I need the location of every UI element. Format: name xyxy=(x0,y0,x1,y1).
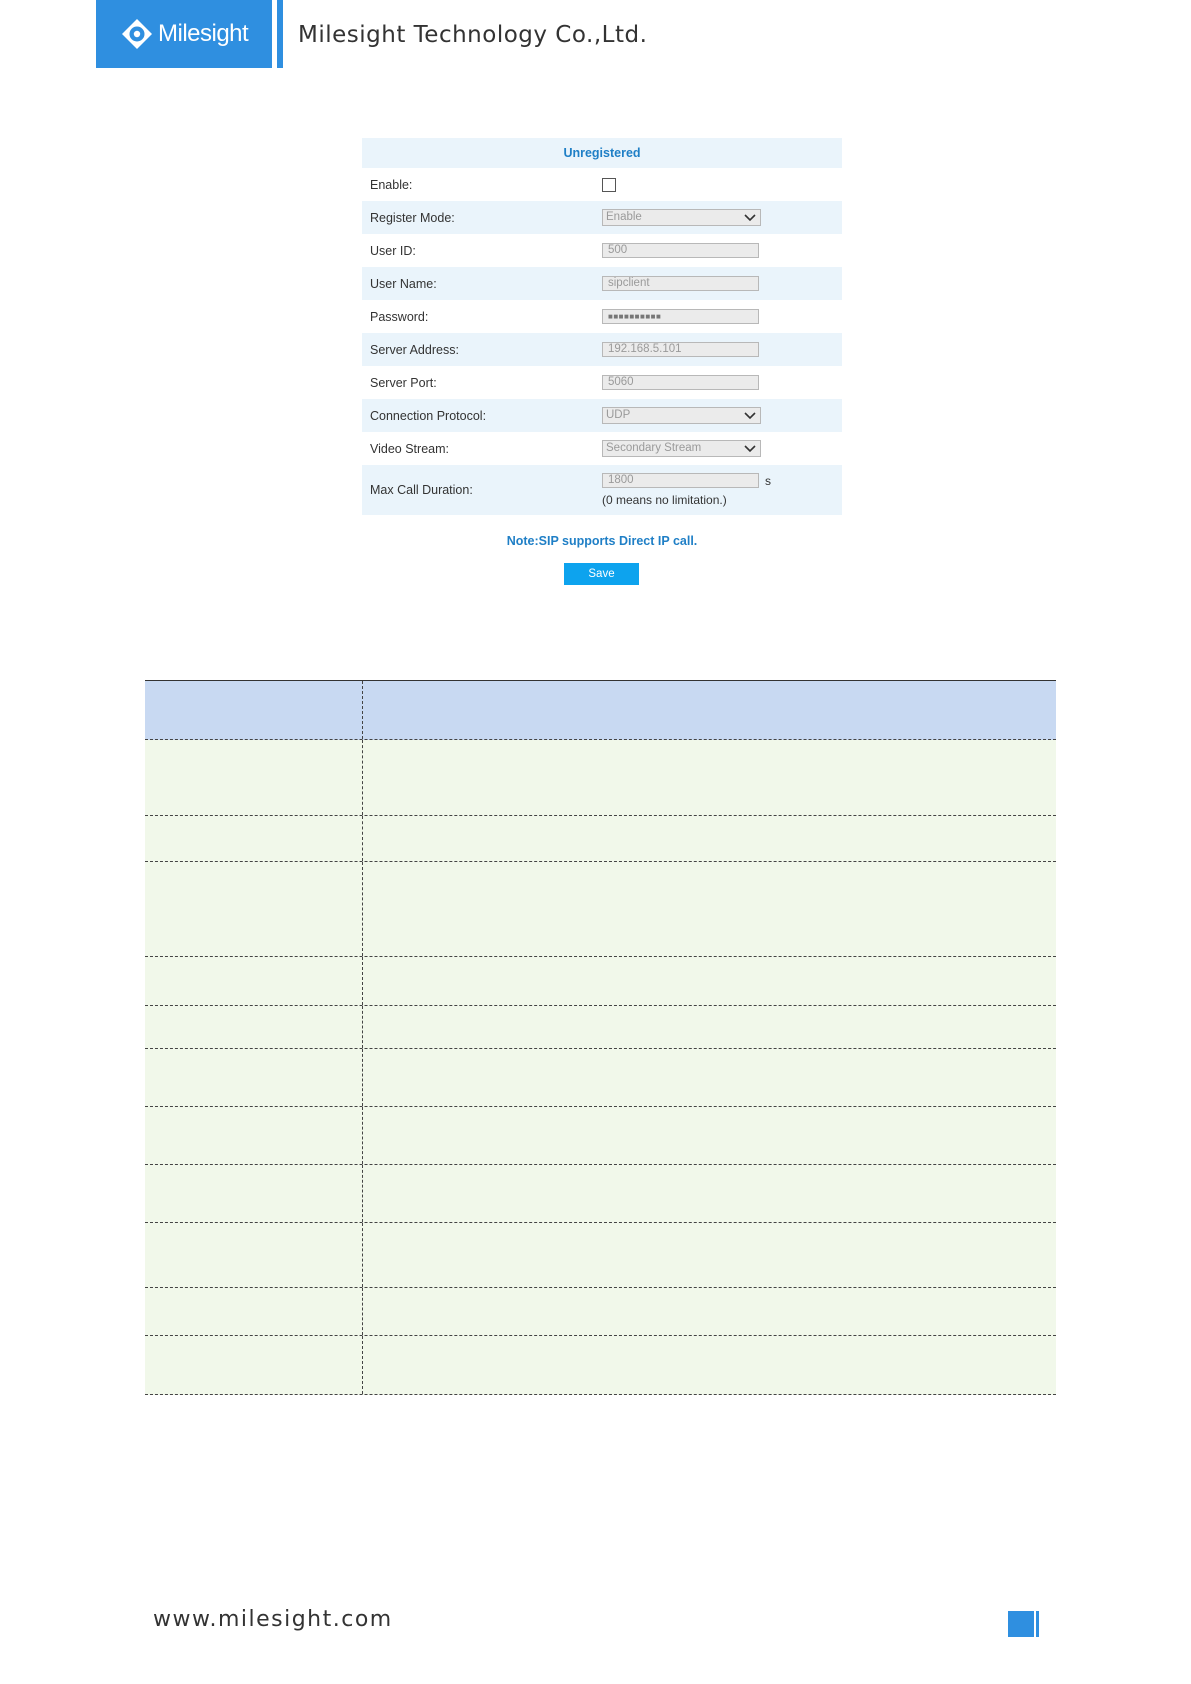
form-rows xyxy=(362,168,842,515)
server-address-input[interactable]: 192.168.5.101 xyxy=(602,342,759,357)
connection-protocol-row xyxy=(362,399,842,432)
video-stream-label: Video Stream: xyxy=(370,441,449,456)
company-name: Milesight Technology Co.,Ltd. xyxy=(298,22,648,48)
table-cell xyxy=(363,1336,1056,1394)
table-cell xyxy=(363,862,1056,956)
table-cell xyxy=(145,957,363,1005)
user-id-label: User ID: xyxy=(370,243,416,258)
table-cell xyxy=(363,1107,1056,1164)
user-name-row xyxy=(362,267,842,300)
table-cell xyxy=(145,1336,363,1394)
table-cell xyxy=(363,740,1056,815)
table-cell xyxy=(145,1223,363,1287)
table-cell xyxy=(363,1049,1056,1106)
table-row xyxy=(145,1049,1056,1107)
video-stream-value: Secondary Stream xyxy=(606,442,702,454)
table-row xyxy=(145,816,1056,862)
table-row xyxy=(145,957,1056,1006)
user-name-input[interactable]: sipclient xyxy=(602,276,759,291)
parameter-table xyxy=(145,680,1056,1395)
milesight-logo-icon xyxy=(120,17,154,51)
enable-label: Enable: xyxy=(370,177,413,192)
table-cell xyxy=(363,816,1056,861)
table-cell xyxy=(145,1288,363,1335)
table-row xyxy=(145,1165,1056,1223)
server-port-label: Server Port: xyxy=(370,375,437,390)
max-call-duration-row xyxy=(362,465,842,515)
server-address-label: Server Address: xyxy=(370,342,459,357)
logo-text: Milesight xyxy=(158,20,249,47)
table-cell xyxy=(145,1165,363,1222)
chevron-down-icon xyxy=(743,442,757,455)
register-mode-row xyxy=(362,201,842,234)
register-mode-value: Enable xyxy=(606,211,642,223)
password-label: Password: xyxy=(370,309,429,324)
table-cell xyxy=(145,816,363,861)
table-row xyxy=(145,1288,1056,1336)
register-mode-label: Register Mode: xyxy=(370,210,455,225)
user-name-label: User Name: xyxy=(370,276,437,291)
max-call-duration-label: Max Call Duration: xyxy=(370,483,473,497)
max-call-duration-unit: s xyxy=(765,473,771,488)
registration-status: Unregistered xyxy=(362,138,842,168)
connection-protocol-select[interactable] xyxy=(602,407,761,424)
table-row xyxy=(145,862,1056,957)
table-header-cell xyxy=(363,681,1056,739)
enable-checkbox[interactable] xyxy=(602,178,616,192)
save-button[interactable]: Save xyxy=(564,563,639,585)
table-cell xyxy=(363,1288,1056,1335)
table-header-row xyxy=(145,680,1056,740)
max-call-duration-hint: (0 means no limitation.) xyxy=(602,493,727,507)
server-port-row xyxy=(362,366,842,399)
server-port-input[interactable]: 5060 xyxy=(602,375,759,390)
table-cell xyxy=(363,957,1056,1005)
table-row xyxy=(145,1107,1056,1165)
table-row xyxy=(145,740,1056,816)
user-id-input[interactable]: 500 xyxy=(602,243,759,258)
page-marker-bar xyxy=(1036,1611,1039,1637)
chevron-down-icon xyxy=(743,211,757,224)
table-cell xyxy=(363,1006,1056,1048)
table-cell xyxy=(145,1006,363,1048)
table-cell xyxy=(145,1107,363,1164)
table-row xyxy=(145,1223,1056,1288)
connection-protocol-value: UDP xyxy=(606,409,631,421)
chevron-down-icon xyxy=(743,409,757,422)
video-stream-row xyxy=(362,432,842,465)
table-cell xyxy=(145,1049,363,1106)
table-cell xyxy=(363,1223,1056,1287)
password-input[interactable]: ■■■■■■■■■■ xyxy=(602,309,759,324)
page-marker xyxy=(1008,1611,1034,1637)
header-divider xyxy=(277,0,283,68)
server-address-row xyxy=(362,333,842,366)
table-cell xyxy=(145,740,363,815)
table-row xyxy=(145,1336,1056,1395)
footer-url[interactable]: www.milesight.com xyxy=(153,1607,393,1632)
connection-protocol-label: Connection Protocol: xyxy=(370,408,487,423)
table-row xyxy=(145,1006,1056,1049)
sip-settings-form xyxy=(362,138,842,515)
table-header-cell xyxy=(145,681,363,739)
table-cell xyxy=(145,862,363,956)
sip-note: Note:SIP supports Direct IP call. xyxy=(506,534,698,548)
company-logo xyxy=(96,0,272,68)
user-id-row xyxy=(362,234,842,267)
max-call-duration-input[interactable]: 1800 xyxy=(602,473,759,488)
register-mode-select[interactable] xyxy=(602,209,761,226)
enable-row xyxy=(362,168,842,201)
table-cell xyxy=(363,1165,1056,1222)
video-stream-select[interactable] xyxy=(602,440,761,457)
password-row xyxy=(362,300,842,333)
